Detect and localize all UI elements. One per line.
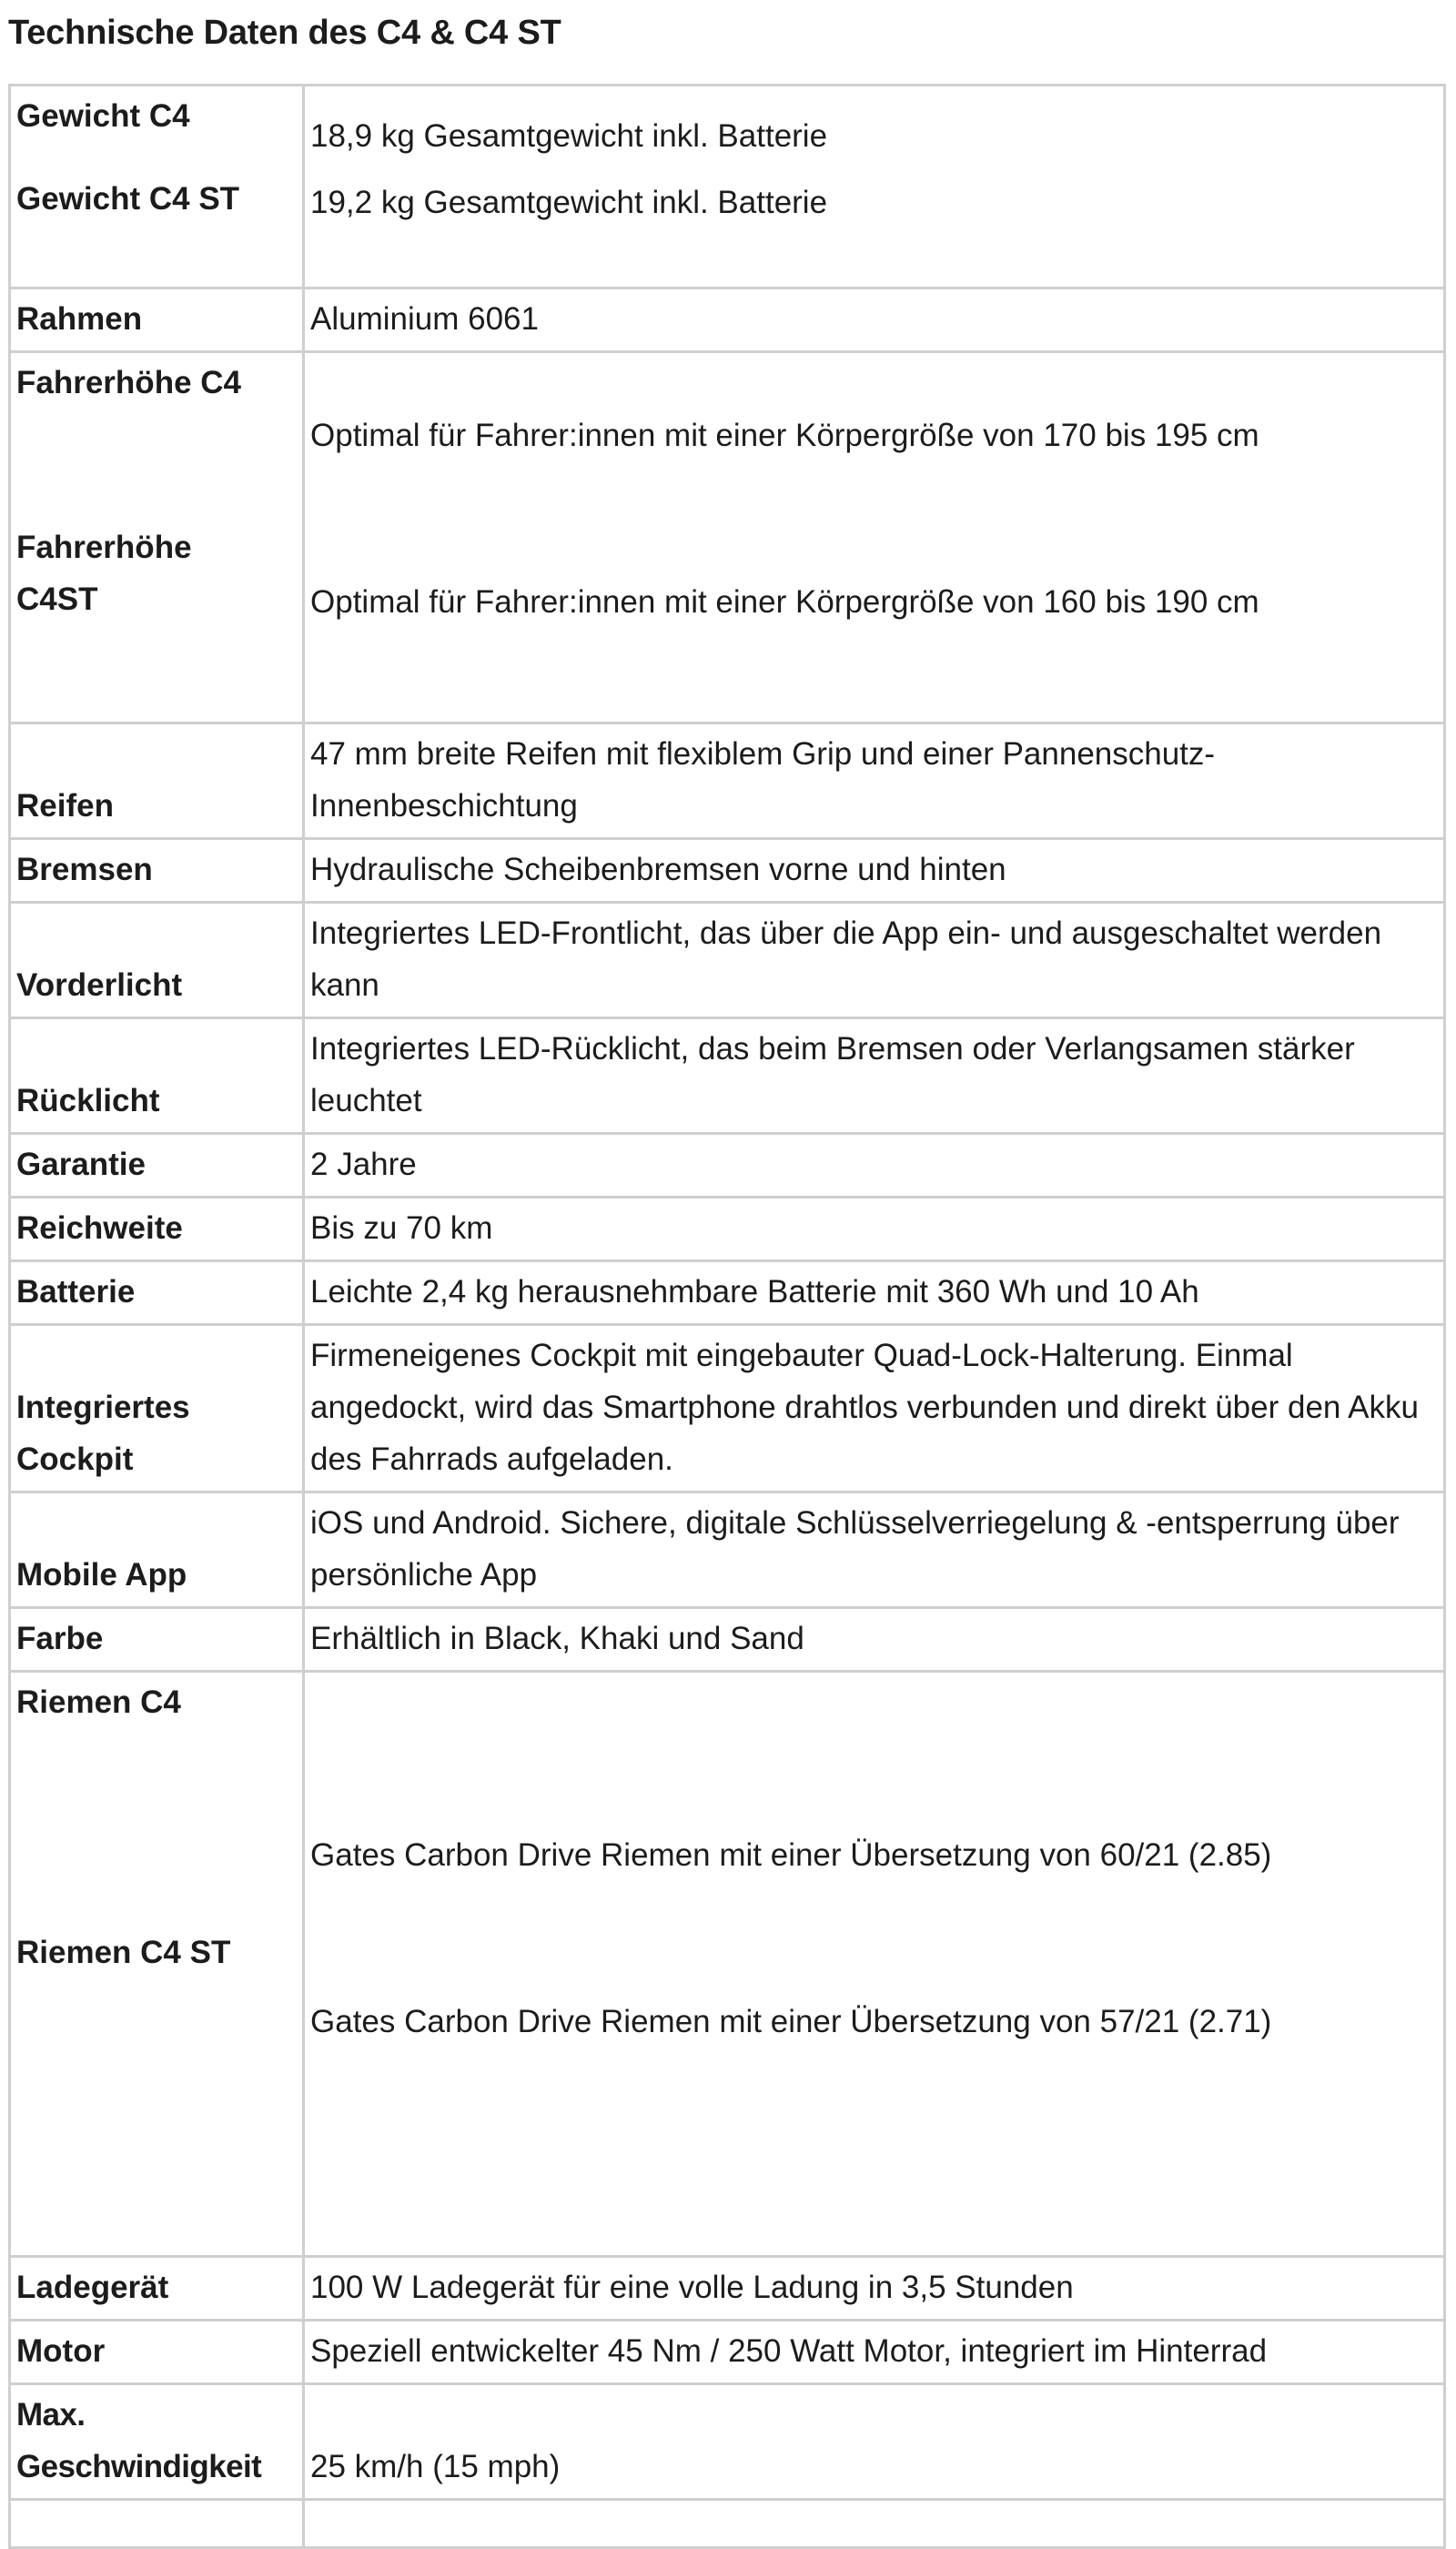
- table-row-fahrerhoehe: [10, 352, 1445, 723]
- row-value: Bis zu 70 km: [304, 1198, 1445, 1261]
- row-value: Erhältlich in Black, Khaki und Sand: [304, 1608, 1445, 1672]
- value-gewicht-c4: 18,9 kg Gesamtgewicht inkl. Batterie: [310, 118, 828, 154]
- table-row-garantie: [10, 1134, 1445, 1198]
- table-row-max-geschwindigkeit: [10, 2384, 1445, 2500]
- table-row-rahmen: [10, 288, 1445, 352]
- table-row-ladegeraet: [10, 2257, 1445, 2321]
- row-label: Mobile App: [10, 1492, 304, 1608]
- specs-table: [8, 84, 1446, 2549]
- row-label: Rücklicht: [10, 1018, 304, 1134]
- label-riemen-c4: Riemen C4: [16, 1684, 181, 1720]
- row-label: Motor: [10, 2321, 304, 2384]
- page-title: Technische Daten des C4 & C4 ST: [8, 14, 561, 52]
- table-row-cockpit: [10, 1325, 1445, 1492]
- row-label: Batterie: [10, 1261, 304, 1325]
- row-value: Speziell entwickelter 45 Nm / 250 Watt Motor, integriert im Hinterrad: [304, 2321, 1445, 2384]
- row-label: Max. Geschwindigkeit: [10, 2384, 304, 2500]
- row-label-empty: [10, 2500, 304, 2548]
- row-value: Leichte 2,4 kg herausnehmbare Batterie mit 360 Wh und 10 Ah: [304, 1261, 1445, 1325]
- row-label: [10, 86, 304, 288]
- row-value: [304, 352, 1445, 723]
- table-row-partial: [10, 2500, 1445, 2548]
- row-value: Firmeneigenes Cockpit mit eingebauter Quad-Lock-Halterung. Einmal angedockt, wird das Smartphone drahtlos verbunden und direkt über den Akku des Fahrrads aufgeladen.: [304, 1325, 1445, 1492]
- table-row-gewicht: [10, 86, 1445, 288]
- row-value: [304, 86, 1445, 288]
- row-value-empty: [304, 2500, 1445, 2548]
- label-fahrerhoehe-c4st: Fahrerhöhe C4ST: [16, 530, 192, 617]
- table-row-reifen: [10, 723, 1445, 839]
- label-riemen-c4st: Riemen C4 ST: [16, 1935, 231, 1970]
- row-label: Reichweite: [10, 1198, 304, 1261]
- row-value: iOS und Android. Sichere, digitale Schlüsselverriegelung & -entsperrung über persönliche App: [304, 1492, 1445, 1608]
- row-label: Integriertes Cockpit: [10, 1325, 304, 1492]
- row-value: Integriertes LED-Frontlicht, das über die App ein- und ausgeschaltet werden kann: [304, 903, 1445, 1018]
- table-row-bremsen: [10, 839, 1445, 903]
- label-gewicht-c4st: Gewicht C4 ST: [16, 181, 240, 217]
- table-row-ruecklicht: [10, 1018, 1445, 1134]
- row-label: [10, 1672, 304, 2257]
- row-value: Integriertes LED-Rücklicht, das beim Bremsen oder Verlangsamen stärker leuchtet: [304, 1018, 1445, 1134]
- value-fahrerhoehe-c4: Optimal für Fahrer:innen mit einer Körpergröße von 170 bis 195 cm: [310, 418, 1259, 453]
- table-row-vorderlicht: [10, 903, 1445, 1018]
- table-row-riemen: [10, 1672, 1445, 2257]
- row-label: [10, 352, 304, 723]
- value-riemen-c4: Gates Carbon Drive Riemen mit einer Übersetzung von 60/21 (2.85): [310, 1837, 1272, 1873]
- label-gewicht-c4: Gewicht C4: [16, 98, 190, 134]
- row-label: Reifen: [10, 723, 304, 839]
- row-value: Aluminium 6061: [304, 288, 1445, 352]
- table-row-batterie: [10, 1261, 1445, 1325]
- value-gewicht-c4st: 19,2 kg Gesamtgewicht inkl. Batterie: [310, 185, 828, 220]
- row-value: 2 Jahre: [304, 1134, 1445, 1198]
- row-value: 100 W Ladegerät für eine volle Ladung in 3,5 Stunden: [304, 2257, 1445, 2321]
- row-label: Bremsen: [10, 839, 304, 903]
- value-fahrerhoehe-c4st: Optimal für Fahrer:innen mit einer Körpergröße von 160 bis 190 cm: [310, 584, 1259, 620]
- label-fahrerhoehe-c4: Fahrerhöhe C4: [16, 365, 241, 400]
- table-row-mobile-app: [10, 1492, 1445, 1608]
- row-value: 25 km/h (15 mph): [304, 2384, 1445, 2500]
- row-value: [304, 1672, 1445, 2257]
- table-row-motor: [10, 2321, 1445, 2384]
- value-riemen-c4st: Gates Carbon Drive Riemen mit einer Übersetzung von 57/21 (2.71): [310, 2004, 1272, 2039]
- row-label: Ladegerät: [10, 2257, 304, 2321]
- table-row-farbe: [10, 1608, 1445, 1672]
- row-label: Rahmen: [10, 288, 304, 352]
- row-value: 47 mm breite Reifen mit flexiblem Grip und einer Pannenschutz-Innenbeschichtung: [304, 723, 1445, 839]
- row-value: Hydraulische Scheibenbremsen vorne und hinten: [304, 839, 1445, 903]
- row-label: Vorderlicht: [10, 903, 304, 1018]
- row-label: Farbe: [10, 1608, 304, 1672]
- table-row-reichweite: [10, 1198, 1445, 1261]
- row-label: Garantie: [10, 1134, 304, 1198]
